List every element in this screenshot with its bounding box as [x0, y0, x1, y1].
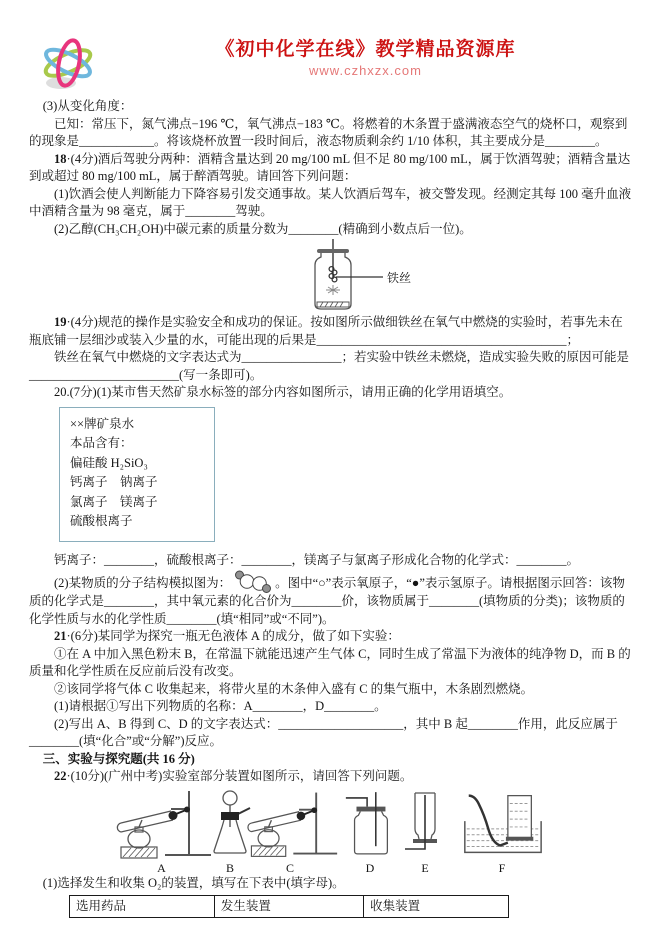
h2o2-molecule-icon — [233, 569, 273, 593]
label-line: 硫酸根离子 — [70, 514, 133, 528]
q20-part2-before: (2)某物质的分子结构模拟图为： — [54, 576, 232, 590]
q20-intro — [29, 384, 632, 402]
label-line: 偏硅酸 H₂SiO₃ — [70, 455, 148, 470]
table-header-reagent: 选用药品 — [70, 896, 215, 918]
q22-intro — [29, 768, 632, 786]
label-line: ××牌矿泉水 — [70, 416, 135, 431]
q22-number: 22 — [54, 769, 67, 783]
section3-title: 三、实验与探究题(共 16 分) — [42, 751, 195, 766]
atom-logo-icon — [37, 36, 99, 99]
apparatus-label-C: C — [285, 860, 294, 875]
q21-part1: (1)请根据①写出下列物质的名称：A________，D________。 — [54, 699, 387, 713]
label-line: 氯离子 镁离子 — [70, 494, 158, 509]
q21-intro — [29, 628, 632, 646]
site-url: www.czhxzx.com — [309, 63, 422, 78]
q18-intro-text: ·(4分)酒后驾驶分两种：酒精含量达到 20 mg/100 mL 但不足 80 mg/100 mL，属于饮酒驾驶；酒精含量达到或超过 80 mg/100 mL，属于醉酒驾驶。请回答下列问题： — [29, 151, 631, 183]
q19-line2: 铁丝在氧气中燃烧的文字表达式为________________；若实验中铁丝未燃烧，造成实验失败的原因可能是________________________(写一条即可)。 — [29, 350, 630, 382]
q20-intro-text: .(7分)(1)某市售天然矿泉水标签的部分内容如图所示，请用正确的化学用语填空。 — [66, 385, 512, 399]
q18-part1: (1)饮酒会使人判断能力下降容易引发交通事故。某人饮酒后驾车，被交警发现。经测定其每 100 毫升血液中酒精含量为 98 毫克，属于________驾驶。 — [29, 186, 632, 218]
q17-part3-label: (3)从变化角度： — [42, 99, 133, 113]
site-title: 《初中化学在线》教学精品资源库 — [215, 39, 516, 60]
label-line: 钙离子 钠离子 — [70, 475, 158, 489]
q20-part2-after: 。图中“○”表示氧原子，“●”表示氢原子。请根据图示回答：该物质的化学式是________，其中氧元素的化合价为________价，该物质属于________(填物质的分类)；该物质的化学性质与水的化学性质________(填“相同”或“不同”)。 — [29, 576, 625, 626]
table-header-collector: 收集装置 — [364, 896, 509, 918]
apparatus-label-A: A — [157, 860, 166, 875]
apparatus-label-B: B — [225, 860, 234, 875]
apparatus-label-D: D — [365, 860, 375, 875]
apparatus-C — [240, 789, 340, 878]
gas-jar-diagram — [291, 239, 451, 313]
mineral-water-label-box — [59, 407, 215, 542]
worksheet-content — [0, 98, 661, 918]
q22-part1: (1)选择发生和收集 O₂的装置，填写在下表中(填字母)。 — [42, 875, 345, 890]
q19-number: 19 — [54, 315, 67, 329]
apparatus-A — [109, 789, 214, 878]
q21-step2: ②该同学将气体 C 收集起来，将带火星的木条伸入盛有 C 的集气瓶中，木条剧烈燃烧。 — [54, 681, 534, 696]
apparatus-label-E: E — [421, 860, 429, 875]
apparatus-D — [342, 789, 398, 878]
answer-table — [69, 895, 509, 918]
q20-part2 — [29, 569, 632, 628]
q21-intro-text: ·(6分)某同学为探究一瓶无色液体 A 的成分，做了如下实验： — [66, 629, 400, 643]
apparatus-F — [457, 789, 547, 878]
site-header — [0, 0, 661, 98]
label-line: 本品含有： — [70, 436, 133, 450]
q20-number: 20 — [54, 385, 67, 399]
q21-number: 21 — [54, 629, 67, 643]
heated-test-tube-stand-icon — [109, 789, 214, 859]
q18-number: 18 — [54, 151, 67, 166]
inverted-bottle-collection-icon — [401, 789, 449, 859]
gas-jar-iron-wire-figure — [291, 239, 451, 313]
heated-test-tube-stand-icon — [240, 789, 340, 859]
q22-intro-text: ·(10分)(广州中考)实验室部分装置如图所示，请回答下列问题。 — [66, 769, 413, 783]
gas-washing-bottle-icon — [342, 789, 398, 859]
apparatus-label-F: F — [498, 860, 506, 875]
table-row — [70, 896, 509, 918]
q21-step1: ①在 A 中加入黑色粉末 B，在常温下就能迅速产生气体 C，同时生成了常温下为液体的纯净物 D，而 B 的质量和化学性质在反应前后没有改变。 — [29, 646, 631, 678]
q21-part2: (2)写出 A、B 得到 C、D 的文字表达式：____________________，其中 B 起________作用，此反应属于________(填“化合”或“分解”)反应。 — [29, 716, 618, 748]
q18-part2: (2)乙醇(CH₃CH₂OH)中碳元素的质量分数为________(精确到小数点后一位)。 — [54, 221, 472, 236]
q20-fills: 钙离子：________，硫酸根离子：________，镁离子与氯离子形成化合物的化学式：________。 — [54, 552, 580, 567]
apparatus-figure-row — [29, 789, 632, 875]
q19-intro-text: ·(4分)规范的操作是实验安全和成功的保证。按如图所示做细铁丝在氧气中燃烧的实验时，若事先未在瓶底铺一层细沙或装入少量的水，可能出现的后果是________________________________________； — [29, 315, 623, 347]
water-trough-collection-icon — [457, 789, 547, 859]
q17-known-text: 已知：常压下，氮气沸点−196 ℃，氧气沸点−183 ℃。将燃着的木条置于盛满液态空气的烧杯口，观察到的现象是____________。将该烧杯放置一段时间后，液态物质剩余约 1/10 体积，其主要成分是________。 — [29, 116, 628, 148]
q18-intro — [29, 151, 632, 186]
table-header-generator: 发生装置 — [214, 896, 363, 918]
iron-wire-label: 铁丝 — [387, 271, 412, 285]
apparatus-E — [401, 789, 449, 878]
q19-intro — [29, 314, 632, 349]
